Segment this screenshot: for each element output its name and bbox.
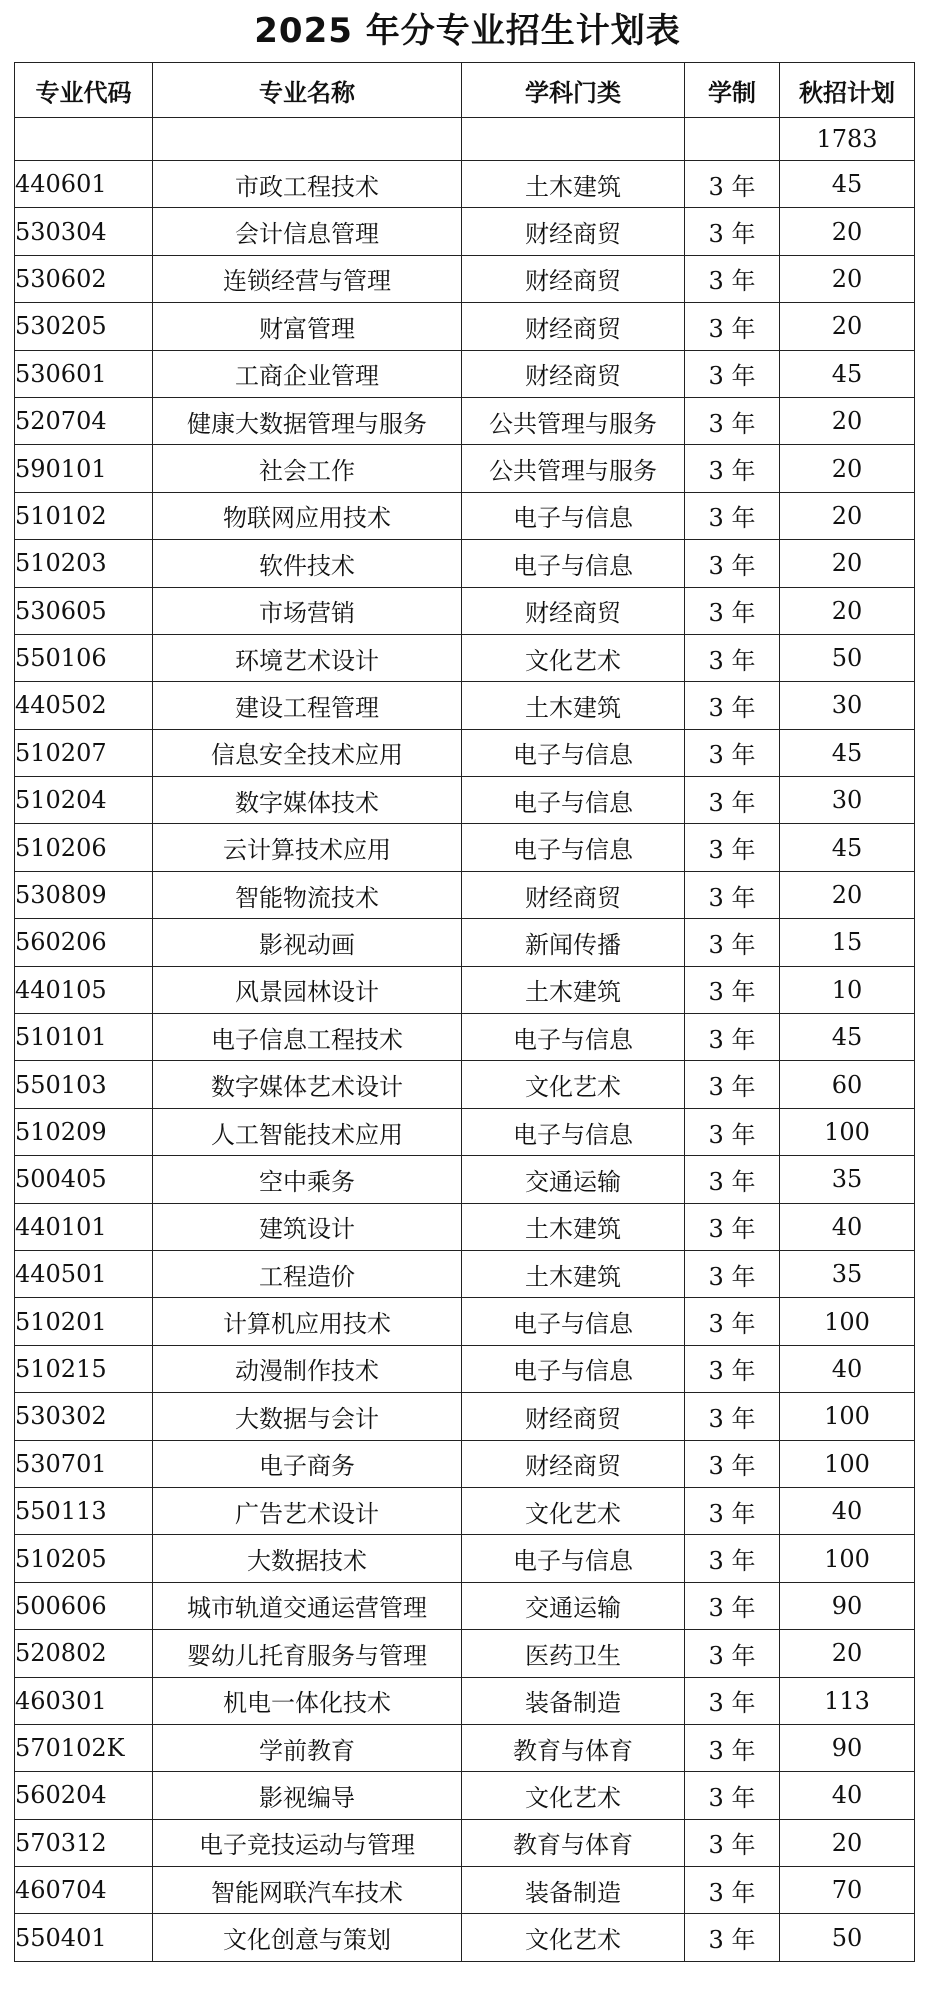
duration-cell: 3 年 [685, 1250, 780, 1297]
code-cell: 570312 [15, 1819, 153, 1866]
name-cell: 连锁经营与管理 [153, 255, 462, 302]
plan-cell: 45 [780, 350, 915, 397]
plan-cell: 20 [780, 1819, 915, 1866]
category-cell: 土木建筑 [462, 682, 685, 729]
plan-cell: 50 [780, 1914, 915, 1961]
duration-cell: 3 年 [685, 1677, 780, 1724]
duration-cell: 3 年 [685, 1108, 780, 1155]
duration-cell: 3 年 [685, 208, 780, 255]
category-cell: 电子与信息 [462, 1535, 685, 1582]
code-cell: 440601 [15, 161, 153, 208]
duration-cell: 3 年 [685, 492, 780, 539]
category-cell: 财经商贸 [462, 871, 685, 918]
table-row [15, 966, 915, 1013]
duration-cell: 3 年 [685, 1867, 780, 1914]
name-cell: 电子商务 [153, 1440, 462, 1487]
name-cell: 学前教育 [153, 1724, 462, 1771]
code-cell: 440501 [15, 1250, 153, 1297]
plan-cell: 20 [780, 871, 915, 918]
name-cell: 社会工作 [153, 445, 462, 492]
category-cell: 文化艺术 [462, 1487, 685, 1534]
table-row [15, 1061, 915, 1108]
category-cell: 财经商贸 [462, 208, 685, 255]
total-name-cell [153, 118, 462, 161]
plan-cell: 20 [780, 303, 915, 350]
category-cell: 土木建筑 [462, 1203, 685, 1250]
plan-cell: 30 [780, 777, 915, 824]
plan-cell: 40 [780, 1772, 915, 1819]
category-cell: 医药卫生 [462, 1630, 685, 1677]
table-row [15, 1440, 915, 1487]
duration-cell: 3 年 [685, 871, 780, 918]
category-cell: 教育与体育 [462, 1724, 685, 1771]
plan-cell: 35 [780, 1250, 915, 1297]
category-cell: 文化艺术 [462, 1772, 685, 1819]
category-cell: 土木建筑 [462, 966, 685, 1013]
duration-cell: 3 年 [685, 1345, 780, 1392]
code-cell: 550106 [15, 634, 153, 681]
table-row [15, 1772, 915, 1819]
table-row [15, 540, 915, 587]
plan-cell: 60 [780, 1061, 915, 1108]
name-cell: 建筑设计 [153, 1203, 462, 1250]
plan-cell: 100 [780, 1108, 915, 1155]
column-header-plan: 秋招计划 [780, 63, 915, 118]
category-cell: 土木建筑 [462, 161, 685, 208]
category-cell: 电子与信息 [462, 777, 685, 824]
category-cell: 财经商贸 [462, 255, 685, 302]
name-cell: 建设工程管理 [153, 682, 462, 729]
duration-cell: 3 年 [685, 587, 780, 634]
duration-cell: 3 年 [685, 966, 780, 1013]
duration-cell: 3 年 [685, 729, 780, 776]
code-cell: 500606 [15, 1582, 153, 1629]
table-row [15, 1487, 915, 1534]
code-cell: 440105 [15, 966, 153, 1013]
duration-cell: 3 年 [685, 1440, 780, 1487]
code-cell: 590101 [15, 445, 153, 492]
code-cell: 530701 [15, 1440, 153, 1487]
plan-cell: 90 [780, 1724, 915, 1771]
code-cell: 510209 [15, 1108, 153, 1155]
name-cell: 机电一体化技术 [153, 1677, 462, 1724]
name-cell: 智能物流技术 [153, 871, 462, 918]
code-cell: 510205 [15, 1535, 153, 1582]
duration-cell: 3 年 [685, 255, 780, 302]
code-cell: 520802 [15, 1630, 153, 1677]
name-cell: 工商企业管理 [153, 350, 462, 397]
name-cell: 环境艺术设计 [153, 634, 462, 681]
code-cell: 560204 [15, 1772, 153, 1819]
duration-cell: 3 年 [685, 1819, 780, 1866]
table-row [15, 303, 915, 350]
name-cell: 会计信息管理 [153, 208, 462, 255]
name-cell: 健康大数据管理与服务 [153, 397, 462, 444]
plan-cell: 40 [780, 1345, 915, 1392]
category-cell: 电子与信息 [462, 729, 685, 776]
code-cell: 560206 [15, 919, 153, 966]
name-cell: 数字媒体艺术设计 [153, 1061, 462, 1108]
table-row [15, 871, 915, 918]
category-cell: 交通运输 [462, 1582, 685, 1629]
code-cell: 440101 [15, 1203, 153, 1250]
name-cell: 城市轨道交通运营管理 [153, 1582, 462, 1629]
duration-cell: 3 年 [685, 1203, 780, 1250]
code-cell: 550103 [15, 1061, 153, 1108]
code-cell: 530302 [15, 1393, 153, 1440]
category-cell: 电子与信息 [462, 824, 685, 871]
code-cell: 510102 [15, 492, 153, 539]
duration-cell: 3 年 [685, 303, 780, 350]
plan-cell: 100 [780, 1298, 915, 1345]
duration-cell: 3 年 [685, 777, 780, 824]
category-cell: 文化艺术 [462, 1914, 685, 1961]
name-cell: 广告艺术设计 [153, 1487, 462, 1534]
duration-cell: 3 年 [685, 634, 780, 681]
column-header-duration: 学制 [685, 63, 780, 118]
code-cell: 510215 [15, 1345, 153, 1392]
table-row [15, 1630, 915, 1677]
category-cell: 财经商贸 [462, 587, 685, 634]
plan-cell: 45 [780, 729, 915, 776]
plan-cell: 100 [780, 1440, 915, 1487]
plan-cell: 20 [780, 445, 915, 492]
category-cell: 土木建筑 [462, 1250, 685, 1297]
table-row [15, 634, 915, 681]
table-row [15, 1345, 915, 1392]
name-cell: 空中乘务 [153, 1156, 462, 1203]
code-cell: 460704 [15, 1867, 153, 1914]
duration-cell: 3 年 [685, 397, 780, 444]
table-row [15, 1582, 915, 1629]
code-cell: 570102K [15, 1724, 153, 1771]
plan-cell: 30 [780, 682, 915, 729]
duration-cell: 3 年 [685, 682, 780, 729]
duration-cell: 3 年 [685, 1487, 780, 1534]
code-cell: 510206 [15, 824, 153, 871]
duration-cell: 3 年 [685, 1156, 780, 1203]
table-row [15, 350, 915, 397]
plan-cell: 20 [780, 1630, 915, 1677]
table-row [15, 445, 915, 492]
enrollment-plan-table [14, 62, 915, 1962]
code-cell: 530601 [15, 350, 153, 397]
duration-cell: 3 年 [685, 1582, 780, 1629]
code-cell: 550401 [15, 1914, 153, 1961]
category-cell: 财经商贸 [462, 1440, 685, 1487]
table-row [15, 777, 915, 824]
plan-cell: 45 [780, 824, 915, 871]
name-cell: 软件技术 [153, 540, 462, 587]
code-cell: 550113 [15, 1487, 153, 1534]
code-cell: 530605 [15, 587, 153, 634]
plan-cell: 90 [780, 1582, 915, 1629]
duration-cell: 3 年 [685, 161, 780, 208]
duration-cell: 3 年 [685, 1298, 780, 1345]
plan-cell: 45 [780, 161, 915, 208]
category-cell: 财经商贸 [462, 350, 685, 397]
category-cell: 教育与体育 [462, 1819, 685, 1866]
duration-cell: 3 年 [685, 1014, 780, 1061]
name-cell: 文化创意与策划 [153, 1914, 462, 1961]
name-cell: 工程造价 [153, 1250, 462, 1297]
code-cell: 510201 [15, 1298, 153, 1345]
column-header-code: 专业代码 [15, 63, 153, 118]
table-row [15, 208, 915, 255]
code-cell: 530602 [15, 255, 153, 302]
column-header-category: 学科门类 [462, 63, 685, 118]
plan-cell: 100 [780, 1535, 915, 1582]
table-row [15, 1914, 915, 1961]
name-cell: 市场营销 [153, 587, 462, 634]
duration-cell: 3 年 [685, 1535, 780, 1582]
name-cell: 婴幼儿托育服务与管理 [153, 1630, 462, 1677]
name-cell: 风景园林设计 [153, 966, 462, 1013]
code-cell: 500405 [15, 1156, 153, 1203]
table-row [15, 492, 915, 539]
duration-cell: 3 年 [685, 350, 780, 397]
table-row [15, 1819, 915, 1866]
table-row [15, 1156, 915, 1203]
table-row [15, 682, 915, 729]
table-row [15, 1108, 915, 1155]
category-cell: 公共管理与服务 [462, 397, 685, 444]
table-row [15, 397, 915, 444]
category-cell: 电子与信息 [462, 492, 685, 539]
plan-cell: 40 [780, 1487, 915, 1534]
name-cell: 电子信息工程技术 [153, 1014, 462, 1061]
name-cell: 大数据技术 [153, 1535, 462, 1582]
category-cell: 财经商贸 [462, 303, 685, 350]
name-cell: 物联网应用技术 [153, 492, 462, 539]
table-row [15, 587, 915, 634]
duration-cell: 3 年 [685, 445, 780, 492]
page-title: 2025 年分专业招生计划表 [254, 11, 681, 51]
duration-cell: 3 年 [685, 1393, 780, 1440]
category-cell: 新闻传播 [462, 919, 685, 966]
table-row [15, 824, 915, 871]
duration-cell: 3 年 [685, 824, 780, 871]
category-cell: 电子与信息 [462, 1345, 685, 1392]
name-cell: 财富管理 [153, 303, 462, 350]
name-cell: 影视编导 [153, 1772, 462, 1819]
duration-cell: 3 年 [685, 1630, 780, 1677]
table-row [15, 1250, 915, 1297]
plan-cell: 50 [780, 634, 915, 681]
duration-cell: 3 年 [685, 1914, 780, 1961]
plan-cell: 20 [780, 492, 915, 539]
plan-cell: 20 [780, 255, 915, 302]
name-cell: 大数据与会计 [153, 1393, 462, 1440]
table-row [15, 919, 915, 966]
table-row [15, 1867, 915, 1914]
table-row [15, 1203, 915, 1250]
name-cell: 人工智能技术应用 [153, 1108, 462, 1155]
plan-cell: 20 [780, 208, 915, 255]
code-cell: 510101 [15, 1014, 153, 1061]
plan-cell: 100 [780, 1393, 915, 1440]
name-cell: 动漫制作技术 [153, 1345, 462, 1392]
plan-cell: 20 [780, 587, 915, 634]
plan-cell: 45 [780, 1014, 915, 1061]
name-cell: 市政工程技术 [153, 161, 462, 208]
category-cell: 财经商贸 [462, 1393, 685, 1440]
category-cell: 电子与信息 [462, 1298, 685, 1345]
category-cell: 文化艺术 [462, 634, 685, 681]
code-cell: 460301 [15, 1677, 153, 1724]
total-code-cell [15, 118, 153, 161]
code-cell: 510207 [15, 729, 153, 776]
table-row [15, 1535, 915, 1582]
table-row [15, 255, 915, 302]
code-cell: 510204 [15, 777, 153, 824]
category-cell: 文化艺术 [462, 1061, 685, 1108]
code-cell: 530205 [15, 303, 153, 350]
name-cell: 影视动画 [153, 919, 462, 966]
name-cell: 信息安全技术应用 [153, 729, 462, 776]
category-cell: 装备制造 [462, 1677, 685, 1724]
table-row [15, 1677, 915, 1724]
table-row [15, 1014, 915, 1061]
total-row [15, 118, 915, 161]
duration-cell: 3 年 [685, 919, 780, 966]
duration-cell: 3 年 [685, 540, 780, 587]
category-cell: 公共管理与服务 [462, 445, 685, 492]
category-cell: 电子与信息 [462, 540, 685, 587]
column-header-name: 专业名称 [153, 63, 462, 118]
name-cell: 数字媒体技术 [153, 777, 462, 824]
name-cell: 云计算技术应用 [153, 824, 462, 871]
plan-cell: 15 [780, 919, 915, 966]
plan-cell: 20 [780, 540, 915, 587]
table-row [15, 1298, 915, 1345]
duration-cell: 3 年 [685, 1061, 780, 1108]
table-row [15, 729, 915, 776]
category-cell: 装备制造 [462, 1867, 685, 1914]
code-cell: 440502 [15, 682, 153, 729]
table-header-row [15, 63, 915, 118]
duration-cell: 3 年 [685, 1724, 780, 1771]
total-duration-cell [685, 118, 780, 161]
code-cell: 530809 [15, 871, 153, 918]
category-cell: 交通运输 [462, 1156, 685, 1203]
plan-cell: 113 [780, 1677, 915, 1724]
duration-cell: 3 年 [685, 1772, 780, 1819]
table-row [15, 1724, 915, 1771]
table-row [15, 1393, 915, 1440]
plan-cell: 35 [780, 1156, 915, 1203]
plan-cell: 20 [780, 397, 915, 444]
plan-cell: 40 [780, 1203, 915, 1250]
code-cell: 530304 [15, 208, 153, 255]
name-cell: 电子竞技运动与管理 [153, 1819, 462, 1866]
name-cell: 智能网联汽车技术 [153, 1867, 462, 1914]
total-category-cell [462, 118, 685, 161]
table-row [15, 161, 915, 208]
plan-cell: 70 [780, 1867, 915, 1914]
total-plan-cell: 1783 [780, 118, 915, 161]
code-cell: 510203 [15, 540, 153, 587]
name-cell: 计算机应用技术 [153, 1298, 462, 1345]
plan-cell: 10 [780, 966, 915, 1013]
code-cell: 520704 [15, 397, 153, 444]
category-cell: 电子与信息 [462, 1108, 685, 1155]
category-cell: 电子与信息 [462, 1014, 685, 1061]
